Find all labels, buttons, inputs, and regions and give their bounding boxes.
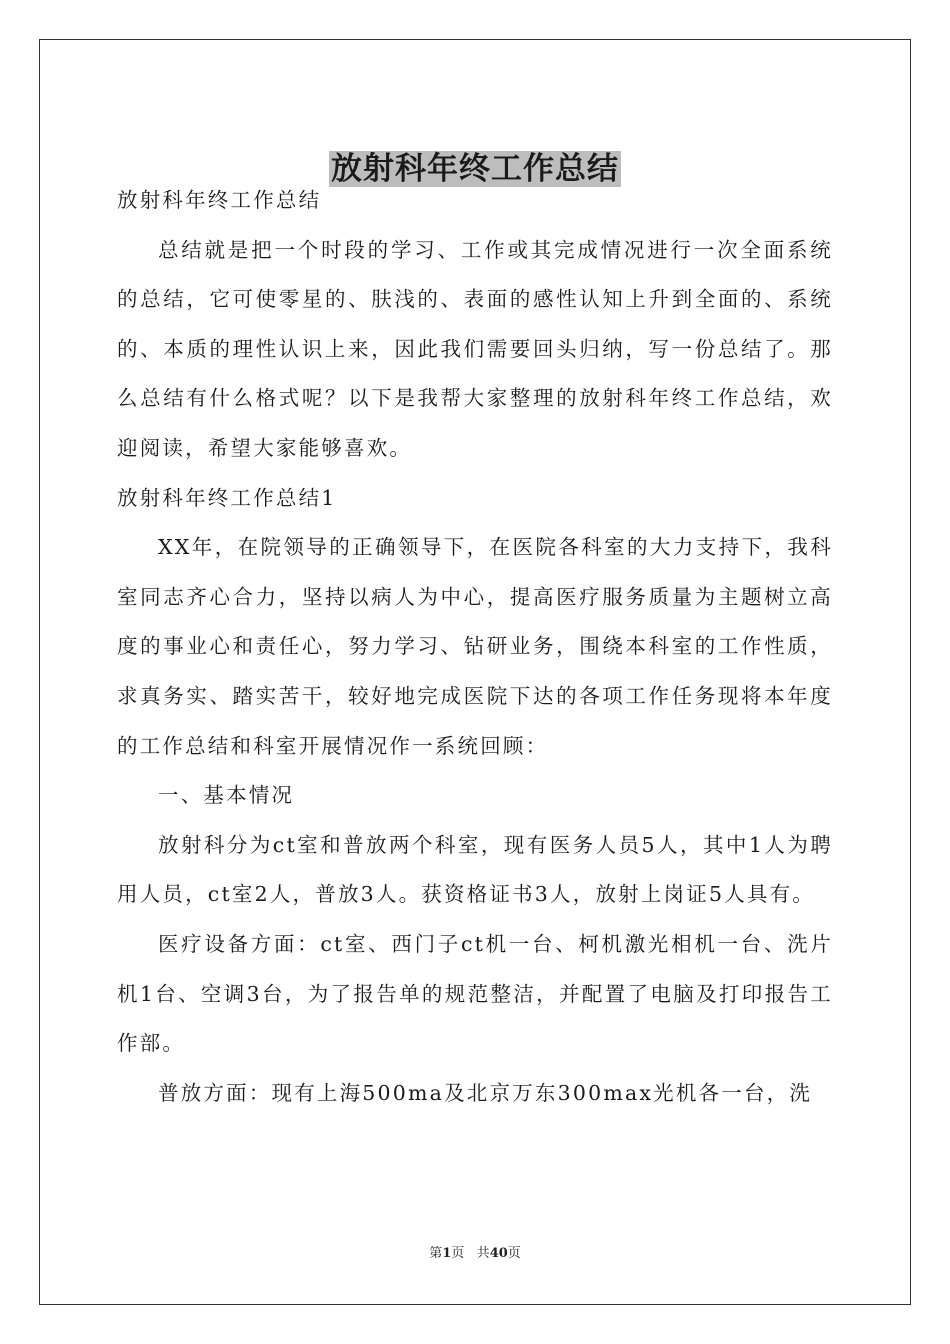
paragraph: 医疗设备方面：ct室、西门子ct机一台、柯机激光相机一台、洗片机1台、空调3台，为了报告单的规范整洁，并配置了电脑及打印报告工作部。 [117,931,833,1056]
paragraph: 放射科年终工作总结1 [117,485,337,510]
footer-prefix: 第 [429,1246,443,1261]
footer-separator [464,1246,476,1261]
page-footer [0,1245,950,1263]
paragraph: 总结就是把一个时段的学习、工作或其完成情况进行一次全面系统的总结，它可使零星的、肤浅的、表面的感性认知上升到全面的、系统的、本质的理性认识上来，因此我们需要回头归纳，写一份总结了。那么总结有什么格式呢？以下是我帮大家整理的放射科年终工作总结，欢迎阅读，希望大家能够喜欢。 [117,237,833,460]
footer-total-suffix: 页 [507,1246,521,1261]
paragraph: XX年，在院领导的正确领导下，在医院各科室的大力支持下，我科室同志齐心合力，坚持以病人为中心，提高医疗服务质量为主题树立高度的事业心和责任心，努力学习、钻研业务，围绕本科室的工作性质，求真务实、踏实苦干，较好地完成医院下达的各项工作任务现将本年度的工作总结和科室开展情况作一系统回顾： [117,535,833,758]
paragraph: 放射科分为ct室和普放两个科室，现有医务人员5人，其中1人为聘用人员，ct室2人，普放3人。获资格证书3人，放射上岗证5人具有。 [117,832,833,907]
footer-total-pages: 40 [489,1246,508,1261]
paragraph: 一、基本情况 [158,783,295,808]
paragraph: 普放方面：现有上海500ma及北京万东300max光机各一台，洗 [158,1080,813,1105]
document-title-text: 放射科年终工作总结 [331,150,619,187]
footer-page-word: 页 [451,1246,465,1261]
paragraph: 放射科年终工作总结 [117,188,322,212]
document-body [117,176,833,1118]
footer-total-prefix: 共 [476,1246,490,1261]
footer-current-page: 1 [442,1246,452,1261]
